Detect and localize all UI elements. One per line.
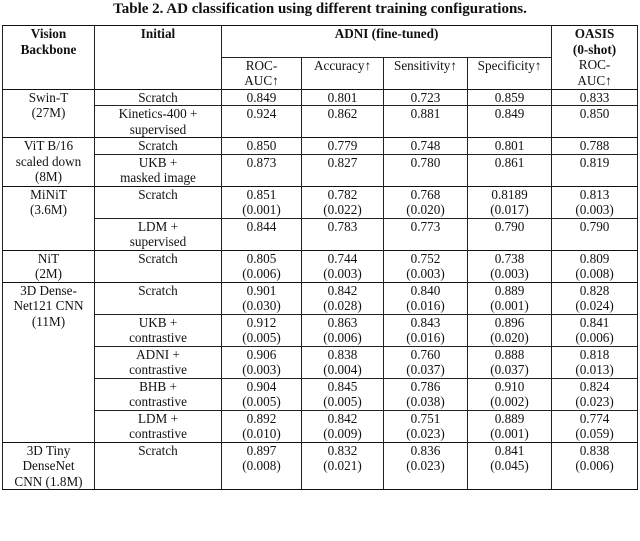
initial-cell: BHB + contrastive [95, 378, 222, 410]
specificity-cell: 0.841 (0.045) [468, 442, 552, 490]
accuracy-cell: 0.827 [302, 154, 384, 186]
sensitivity-cell: 0.881 [384, 106, 468, 138]
header-accuracy: Accuracy↑ [302, 57, 384, 89]
specificity-cell: 0.849 [468, 106, 552, 138]
accuracy-cell: 0.801 [302, 89, 384, 106]
sensitivity-cell: 0.768 (0.020) [384, 186, 468, 218]
oasis-roc-auc-cell: 0.850 [552, 106, 638, 138]
oasis-roc-auc-cell: 0.833 [552, 89, 638, 106]
initial-cell: ADNI + contrastive [95, 346, 222, 378]
table-row [3, 442, 638, 490]
initial-cell: Scratch [95, 186, 222, 218]
sensitivity-cell: 0.840 (0.016) [384, 282, 468, 314]
header-sensitivity: Sensitivity↑ [384, 57, 468, 89]
table-row [3, 138, 638, 155]
roc-auc-cell: 0.904 (0.005) [222, 378, 302, 410]
initial-cell: LDM + contrastive [95, 410, 222, 442]
table-row [3, 250, 638, 282]
oasis-roc-auc-cell: 0.813 (0.003) [552, 186, 638, 218]
sensitivity-cell: 0.773 [384, 218, 468, 250]
initial-cell: Kinetics-400 + supervised [95, 106, 222, 138]
accuracy-cell: 0.832 (0.021) [302, 442, 384, 490]
header-specificity: Specificity↑ [468, 57, 552, 89]
backbone-cell: ViT B/16 scaled down (8M) [3, 138, 95, 187]
roc-auc-cell: 0.850 [222, 138, 302, 155]
specificity-cell: 0.8189 (0.017) [468, 186, 552, 218]
roc-auc-cell: 0.844 [222, 218, 302, 250]
table-row [3, 218, 638, 250]
specificity-cell: 0.889 (0.001) [468, 410, 552, 442]
oasis-roc-auc-cell: 0.788 [552, 138, 638, 155]
table-row [3, 106, 638, 138]
header-oasis-roc-auc: ROC- AUC↑ [552, 57, 638, 89]
roc-auc-cell: 0.849 [222, 89, 302, 106]
sensitivity-cell: 0.752 (0.003) [384, 250, 468, 282]
roc-auc-cell: 0.805 (0.006) [222, 250, 302, 282]
accuracy-cell: 0.744 (0.003) [302, 250, 384, 282]
roc-auc-cell: 0.892 (0.010) [222, 410, 302, 442]
table-row [3, 346, 638, 378]
initial-cell: UKB + contrastive [95, 314, 222, 346]
header-adni-group: ADNI (fine-tuned) [222, 26, 552, 58]
accuracy-cell: 0.783 [302, 218, 384, 250]
oasis-roc-auc-cell: 0.774 (0.059) [552, 410, 638, 442]
roc-auc-cell: 0.906 (0.003) [222, 346, 302, 378]
accuracy-cell: 0.863 (0.006) [302, 314, 384, 346]
oasis-roc-auc-cell: 0.841 (0.006) [552, 314, 638, 346]
specificity-cell: 0.790 [468, 218, 552, 250]
table-row [3, 410, 638, 442]
sensitivity-cell: 0.748 [384, 138, 468, 155]
initial-cell: LDM + supervised [95, 218, 222, 250]
initial-cell: Scratch [95, 138, 222, 155]
table-row [3, 154, 638, 186]
specificity-cell: 0.910 (0.002) [468, 378, 552, 410]
table-body [3, 89, 638, 490]
specificity-cell: 0.889 (0.001) [468, 282, 552, 314]
initial-cell: UKB + masked image [95, 154, 222, 186]
sensitivity-cell: 0.751 (0.023) [384, 410, 468, 442]
oasis-roc-auc-cell: 0.824 (0.023) [552, 378, 638, 410]
sensitivity-cell: 0.723 [384, 89, 468, 106]
backbone-cell: MiNiT (3.6M) [3, 186, 95, 250]
roc-auc-cell: 0.912 (0.005) [222, 314, 302, 346]
accuracy-cell: 0.838 (0.004) [302, 346, 384, 378]
table-row [3, 89, 638, 106]
header-oasis-group: OASIS (0-shot) [552, 26, 638, 58]
roc-auc-cell: 0.897 (0.008) [222, 442, 302, 490]
sensitivity-cell: 0.836 (0.023) [384, 442, 468, 490]
sensitivity-cell: 0.780 [384, 154, 468, 186]
initial-cell: Scratch [95, 89, 222, 106]
accuracy-cell: 0.779 [302, 138, 384, 155]
oasis-roc-auc-cell: 0.828 (0.024) [552, 282, 638, 314]
specificity-cell: 0.801 [468, 138, 552, 155]
header-roc-auc: ROC- AUC↑ [222, 57, 302, 89]
specificity-cell: 0.861 [468, 154, 552, 186]
roc-auc-cell: 0.901 (0.030) [222, 282, 302, 314]
backbone-cell: 3D Tiny DenseNet CNN (1.8M) [3, 442, 95, 490]
specificity-cell: 0.888 (0.037) [468, 346, 552, 378]
accuracy-cell: 0.782 (0.022) [302, 186, 384, 218]
table-caption: Table 2. AD classification using different training configurations. [113, 1, 527, 17]
accuracy-cell: 0.845 (0.005) [302, 378, 384, 410]
results-table [2, 25, 638, 490]
table-row [3, 186, 638, 218]
sensitivity-cell: 0.843 (0.016) [384, 314, 468, 346]
backbone-cell: 3D Dense- Net121 CNN (11M) [3, 282, 95, 442]
backbone-cell: Swin-T (27M) [3, 89, 95, 138]
accuracy-cell: 0.842 (0.028) [302, 282, 384, 314]
oasis-roc-auc-cell: 0.809 (0.008) [552, 250, 638, 282]
roc-auc-cell: 0.851 (0.001) [222, 186, 302, 218]
roc-auc-cell: 0.924 [222, 106, 302, 138]
specificity-cell: 0.896 (0.020) [468, 314, 552, 346]
header-vision-backbone: Vision Backbone [3, 26, 95, 90]
oasis-roc-auc-cell: 0.838 (0.006) [552, 442, 638, 490]
header-row-1 [3, 26, 638, 58]
initial-cell: Scratch [95, 442, 222, 490]
oasis-roc-auc-cell: 0.819 [552, 154, 638, 186]
specificity-cell: 0.738 (0.003) [468, 250, 552, 282]
roc-auc-cell: 0.873 [222, 154, 302, 186]
accuracy-cell: 0.842 (0.009) [302, 410, 384, 442]
sensitivity-cell: 0.760 (0.037) [384, 346, 468, 378]
accuracy-cell: 0.862 [302, 106, 384, 138]
specificity-cell: 0.859 [468, 89, 552, 106]
initial-cell: Scratch [95, 282, 222, 314]
oasis-roc-auc-cell: 0.790 [552, 218, 638, 250]
oasis-roc-auc-cell: 0.818 (0.013) [552, 346, 638, 378]
backbone-cell: NiT (2M) [3, 250, 95, 282]
header-initial: Initial [95, 26, 222, 90]
initial-cell: Scratch [95, 250, 222, 282]
table-row [3, 378, 638, 410]
table-row [3, 314, 638, 346]
sensitivity-cell: 0.786 (0.038) [384, 378, 468, 410]
table-row [3, 282, 638, 314]
